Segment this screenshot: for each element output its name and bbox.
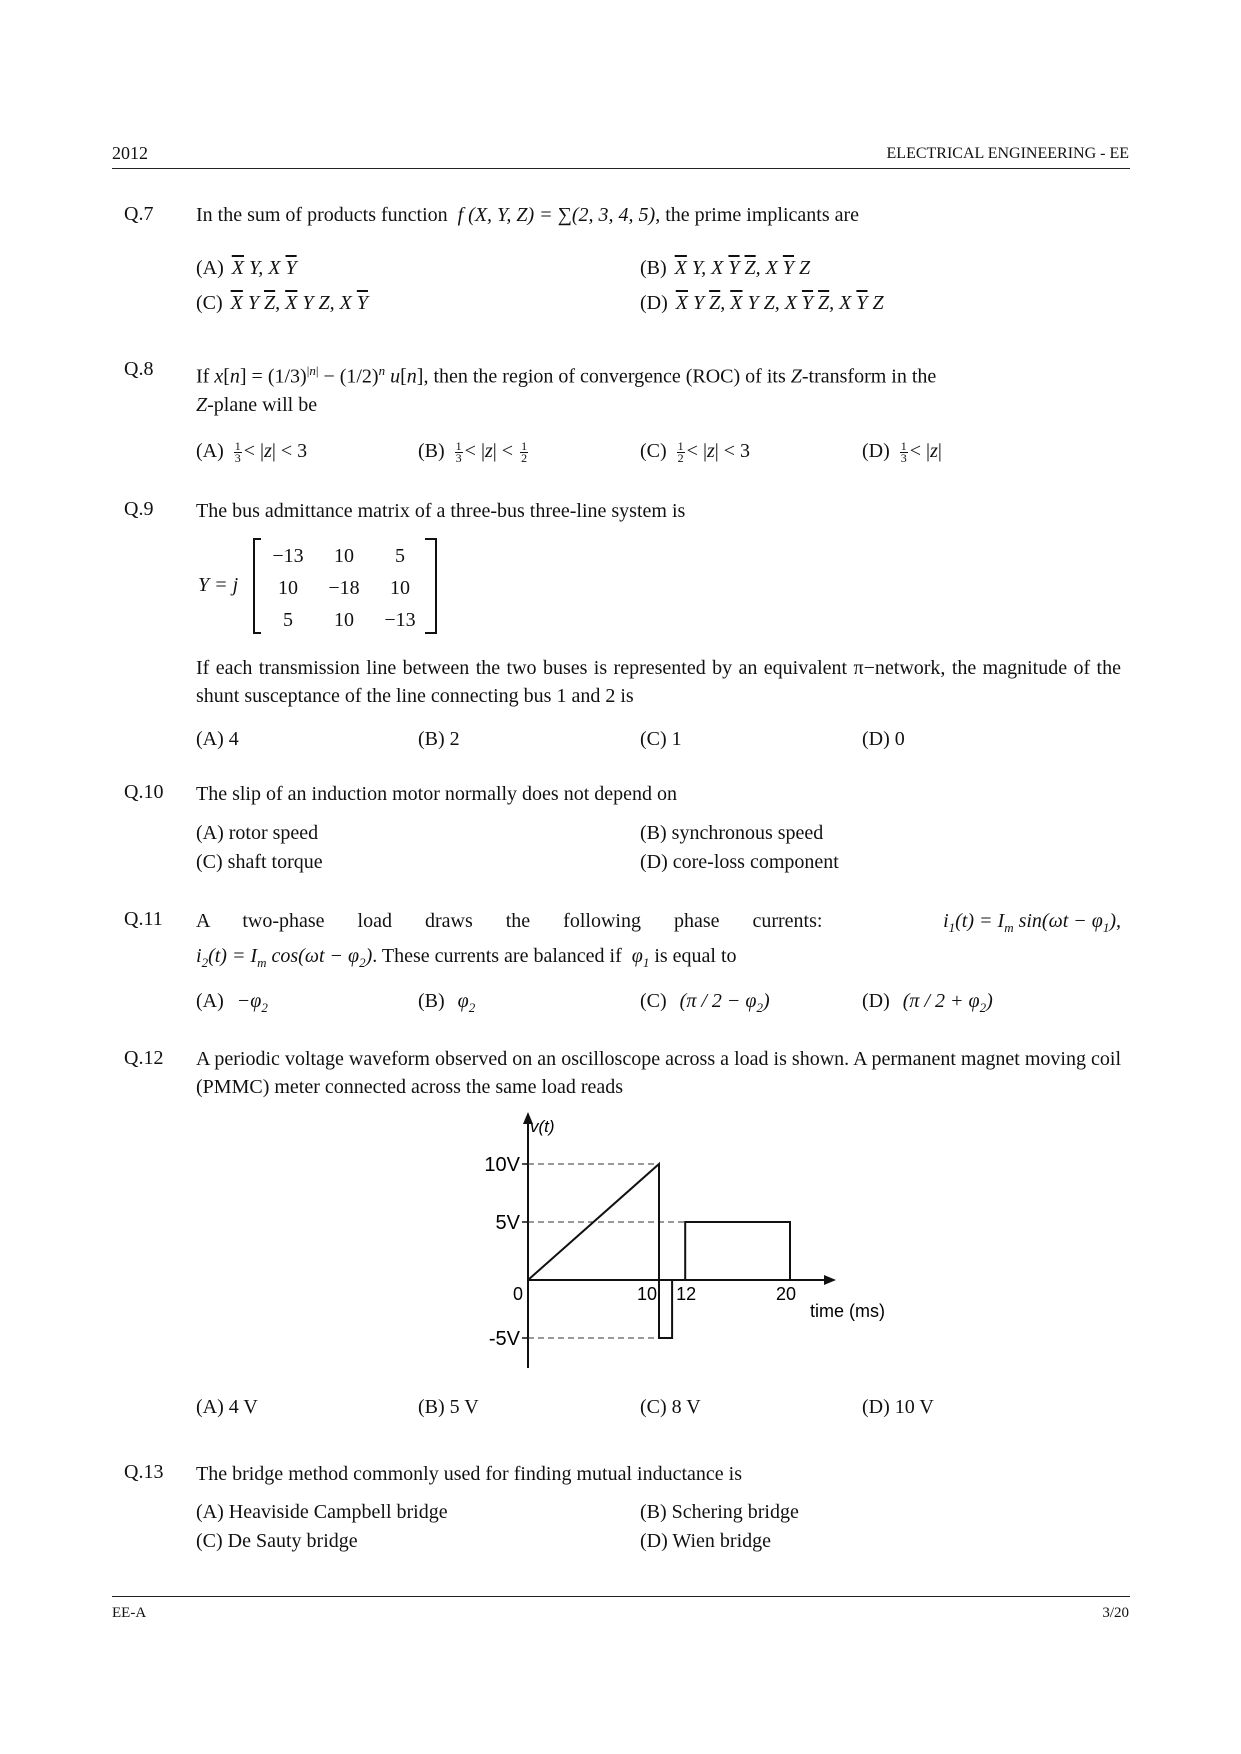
q7-option-b[interactable]: (B) $\overline{X}$ Y, X $\overline{Y}$ $\overline{Z}$, X $\overline{Y}$ Z [640, 257, 811, 279]
waveform-series [528, 1164, 790, 1338]
q7-option-a[interactable]: (A) $\overline{X}$ Y, X $\overline{Y}$ [196, 257, 297, 279]
y-tick-label-5v: 5V [495, 1212, 520, 1234]
q10-option-a[interactable]: (A) rotor speed [196, 822, 319, 844]
q10-option-b[interactable]: (B) synchronous speed [640, 822, 824, 844]
q8-option-a[interactable]: (A) $\frac{1}{3}$ < |z| < 3 [196, 438, 308, 465]
q9-text: The bus admittance matrix of a three-bus three-line system is [196, 500, 686, 522]
q9-option-b[interactable]: (B) 2 [418, 728, 460, 750]
x-axis-label: time (ms) [810, 1301, 885, 1321]
q9-option-d[interactable]: (D) 0 [862, 728, 905, 750]
q7-number: Q.7 [124, 203, 154, 225]
q11-option-c[interactable]: (C) $(\pi / 2 - \varphi_2)$ [640, 990, 770, 1015]
header-rule [112, 168, 1130, 169]
x-tick-label-20: 20 [775, 1284, 797, 1304]
x-tick-label-10: 10 [636, 1284, 657, 1304]
q13-option-c[interactable]: (C) De Sauty bridge [196, 1530, 358, 1552]
footer-rule [112, 1596, 1130, 1597]
y-axis-label: v(t) [530, 1117, 555, 1136]
q13-option-d[interactable]: (D) Wien bridge [640, 1530, 772, 1552]
q7-text-a: In the sum of products function [196, 204, 448, 226]
waveform-chart [470, 1108, 910, 1378]
q10-option-c[interactable]: (C) shaft torque [196, 851, 323, 873]
q11-option-a[interactable]: $(A) -\varphi_2$ [196, 990, 268, 1015]
x-tick-label-12: 12 [676, 1284, 697, 1304]
q9-option-c[interactable]: (C) 1 [640, 728, 682, 750]
q9-option-a[interactable]: (A) 4 [196, 728, 239, 750]
q11-text: A two-phase load draws the following phase currents: $i_1(t) = I_m$ $\sin(\omega t - \varphi_1)$, $i_2(t) = I_m$ $\cos(\omega t - \varphi_2)$. These currents are balanced if $\varphi_1$ is equal to [196, 910, 1121, 970]
matrix-cell: −13 [384, 608, 416, 631]
q8-text: If $x[n] = (1/3)^{|n|} - (1/2)^n$ u[n], then the region of convergence (ROC) of its Z-transform in the Z-plane will be [196, 363, 937, 416]
x-tick-label-0: 0 [512, 1284, 524, 1304]
q13-option-b[interactable]: (B) Schering bridge [640, 1501, 799, 1523]
q10-option-d[interactable]: (D) core-loss component [640, 851, 839, 873]
footer-code: EE-A [112, 1605, 147, 1621]
y-tick-label-neg5v: -5V [488, 1328, 520, 1350]
q12-option-a[interactable]: (A) 4 V [196, 1396, 258, 1418]
q12-option-b[interactable]: (B) 5 V [418, 1396, 479, 1418]
q12-number: Q.12 [124, 1047, 164, 1069]
q10-number: Q.10 [124, 781, 164, 803]
q7-option-c-label: (C) [196, 292, 223, 314]
q7-option-a-label: (A) [196, 257, 224, 279]
q7-function: f (X, Y, Z) = ∑(2, 3, 4, 5) [457, 204, 656, 226]
q13-number: Q.13 [124, 1461, 164, 1483]
q7-option-c[interactable]: (C) $\overline{X}$ Y $\overline{Z}$, $\overline{X}$ Y Z, X $\overline{Y}$ [196, 292, 368, 314]
q11-option-d[interactable]: (D) $(\pi / 2 + \varphi_2)$ [862, 990, 993, 1015]
q8-number: Q.8 [124, 358, 154, 380]
q8-option-d[interactable]: (D) $\frac{1}{3}$ < |z| [862, 438, 942, 465]
q11-number: Q.11 [124, 908, 163, 930]
q11-option-b[interactable]: (B) $\varphi_2$ [418, 990, 476, 1015]
matrix-cell: 10 [278, 576, 298, 599]
page-number: 3/20 [1102, 1605, 1129, 1621]
page-year: 2012 [112, 143, 148, 163]
q8-option-b[interactable]: (B) $\frac{1}{3}$ < |z| < $\frac{1}{2}$ [418, 438, 528, 465]
x-axis-arrow [824, 1275, 836, 1285]
matrix-cell: 5 [395, 544, 405, 567]
matrix-cell: 10 [390, 576, 410, 599]
q8-option-c[interactable]: (C) $\frac{1}{2}$ < |z| < 3 [640, 438, 751, 465]
matrix-cell: 10 [334, 544, 354, 567]
q12-text: A periodic voltage waveform observed on an oscilloscope across a load is shown. A permanent magnet moving coil (PMMC) meter connected across the same load reads [196, 1048, 1121, 1098]
q9-text-2: If each transmission line between the two buses is represented by an equivalent π−network, the magnitude of the shunt susceptance of the line connecting bus 1 and 2 is [196, 657, 1121, 707]
q12-option-c[interactable]: (C) 8 V [640, 1396, 701, 1418]
matrix-cell: −18 [328, 576, 360, 599]
q7-text [196, 201, 1121, 229]
q13-option-a[interactable]: (A) Heaviside Campbell bridge [196, 1501, 448, 1523]
q7-text-b: , the prime implicants are [655, 204, 860, 226]
matrix-cell: 5 [283, 608, 293, 631]
q7-option-b-label: (B) [640, 257, 667, 279]
matrix-cell: −13 [272, 544, 304, 567]
y-tick-label-10v: 10V [484, 1154, 520, 1176]
q7-option-d[interactable]: (D) $\overline{X}$ Y $\overline{Z}$, $\overline{X}$ Y Z, X $\overline{Y}$ $\overline{Z}$, X $\overline{Y}$ Z [640, 292, 884, 314]
page-header-title: ELECTRICAL ENGINEERING - EE [886, 145, 1129, 162]
q7-option-d-label: (D) [640, 292, 668, 314]
q9-number: Q.9 [124, 498, 154, 520]
q10-text: The slip of an induction motor normally does not depend on [196, 783, 678, 805]
matrix-label: Y = j [198, 574, 239, 596]
q13-text: The bridge method commonly used for finding mutual inductance is [196, 1463, 742, 1485]
q12-option-d[interactable]: (D) 10 V [862, 1396, 934, 1418]
matrix-cell: 10 [334, 608, 354, 631]
admittance-matrix [260, 540, 430, 636]
